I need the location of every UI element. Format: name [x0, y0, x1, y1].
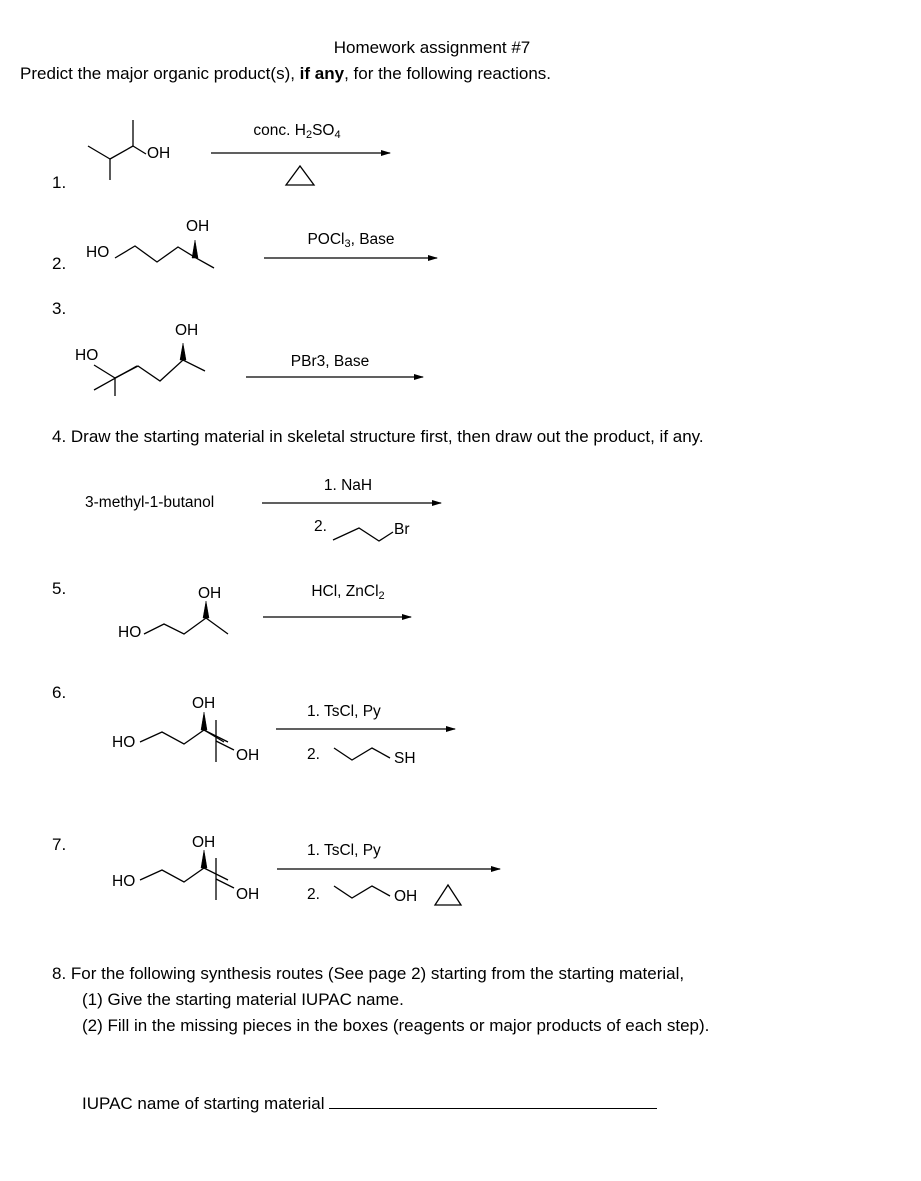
q7-oh-label: OH	[192, 834, 216, 851]
q7-propyl-chain	[334, 886, 390, 898]
q7-number: 7.	[52, 835, 67, 854]
q2-reagent	[307, 231, 394, 249]
q1-structure	[88, 120, 146, 180]
q4-propyl-chain	[333, 528, 393, 541]
q4-compound-name: 3-methyl-1-butanol	[85, 494, 215, 511]
instructions-emphasis: if any	[299, 64, 345, 83]
q1-reagent-sub2: 2	[305, 129, 313, 141]
instructions-prefix: Predict the major organic product(s),	[20, 64, 300, 83]
q5-reagent-sub2: 2	[378, 590, 385, 602]
instructions-suffix: , for the following reactions.	[344, 64, 552, 83]
q1-reagent-sub4: 4	[334, 129, 341, 141]
q2-oh-label: OH	[186, 218, 210, 235]
q7-step1: 1. TsCl, Py	[307, 842, 381, 859]
q6-sh-label: SH	[394, 750, 416, 767]
q6-propyl-chain	[334, 748, 390, 760]
q6-step2: 2.	[307, 746, 320, 763]
q6-oh2-label: OH	[236, 747, 260, 764]
q8-line2: (1) Give the starting material IUPAC name.	[82, 990, 404, 1009]
q4-br-label: Br	[394, 521, 410, 538]
q2-reagent-text: POCl	[307, 231, 345, 248]
q5-oh-label: OH	[198, 585, 222, 602]
iupac-answer-line[interactable]	[329, 1094, 657, 1109]
q7-step2: 2.	[307, 886, 320, 903]
q2-reagent-suffix: , Base	[350, 231, 395, 248]
q6-number: 6.	[52, 683, 67, 702]
q3-oh-label: OH	[175, 322, 199, 339]
q6-structure	[140, 712, 234, 762]
q3-number: 3.	[52, 299, 67, 318]
q1-number: 1.	[52, 173, 67, 192]
q4-instruction: 4. Draw the starting material in skeletal structure first, then draw out the product, if any.	[52, 427, 704, 446]
q1-reagent	[253, 122, 340, 140]
q5-structure	[144, 601, 228, 634]
q3-ho-label: HO	[75, 347, 99, 364]
q5-number: 5.	[52, 579, 67, 598]
q1-heat-triangle-icon	[286, 166, 314, 185]
q3-structure	[94, 343, 205, 396]
q3-reagent: PBr3, Base	[290, 353, 370, 370]
q8-line1: 8. For the following synthesis routes (See page 2) starting from the starting material,	[52, 964, 685, 983]
q7-oh3-label: OH	[394, 888, 418, 905]
q5-reagent-text: HCl, ZnCl	[311, 583, 379, 600]
q7-oh2-label: OH	[236, 886, 260, 903]
q2-reagent-sub3: 3	[344, 238, 351, 250]
q2-structure	[115, 240, 214, 268]
q7-heat-triangle-icon	[435, 885, 461, 905]
q6-step1: 1. TsCl, Py	[307, 703, 381, 720]
q6-ho-label: HO	[112, 734, 136, 751]
q1-reagent-mid: SO	[312, 122, 335, 139]
q2-ho-label: HO	[86, 244, 110, 261]
q2-number: 2.	[52, 254, 67, 273]
q7-structure	[140, 850, 234, 900]
q5-reagent	[311, 583, 384, 601]
q1-oh-label: OH	[147, 145, 171, 162]
q1-reagent-text: conc. H	[253, 122, 306, 139]
page-title: Homework assignment #7	[333, 38, 531, 57]
q6-oh-label: OH	[192, 695, 216, 712]
q8-line3: (2) Fill in the missing pieces in the boxes (reagents or major products of each step).	[82, 1016, 710, 1035]
iupac-label-text: IUPAC name of starting material	[82, 1094, 330, 1113]
q5-ho-label: HO	[118, 624, 142, 641]
iupac-label	[82, 1094, 657, 1114]
q4-step2: 2.	[314, 518, 327, 535]
q4-step1: 1. NaH	[323, 477, 373, 494]
q7-ho-label: HO	[112, 873, 136, 890]
